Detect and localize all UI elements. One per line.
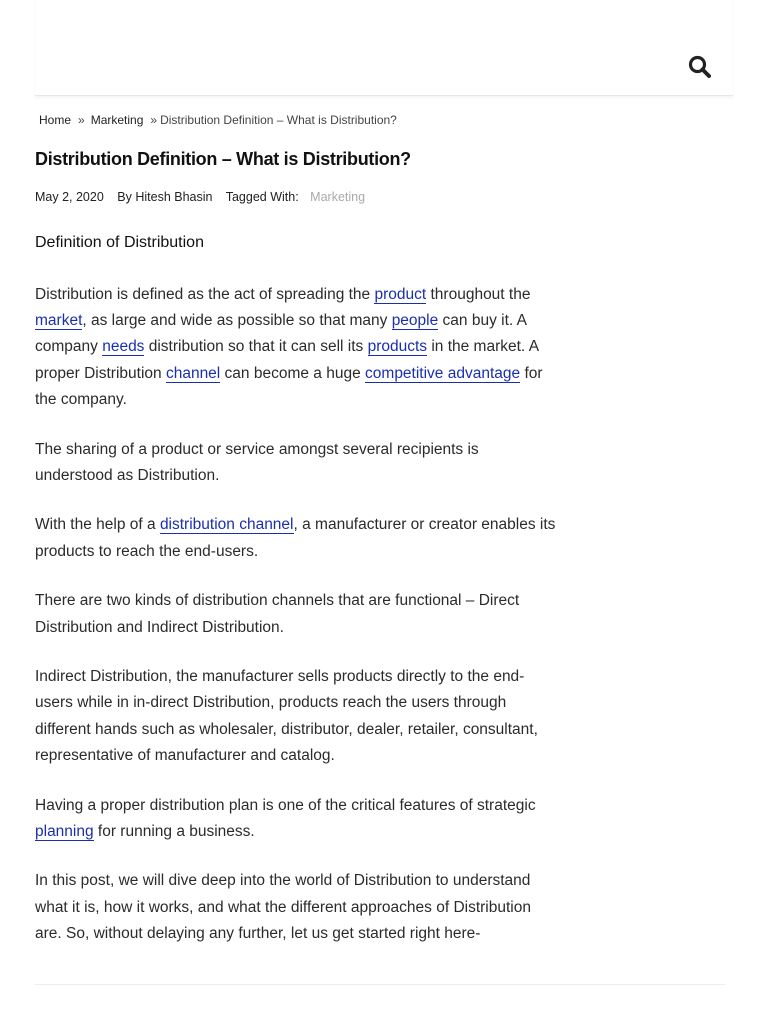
link-planning[interactable]: planning xyxy=(35,822,94,840)
breadcrumb xyxy=(39,113,397,127)
breadcrumb-home-link[interactable]: Home xyxy=(39,113,72,127)
paragraph-text: , a manufacturer or creator enables its products to reach the end-users. xyxy=(35,516,556,560)
post-meta xyxy=(35,190,365,204)
paragraph-text: can buy it. A company xyxy=(35,312,527,356)
breadcrumb-current: Distribution Definition – What is Distribution? xyxy=(160,113,397,127)
paragraph-text: can become a huge xyxy=(220,364,366,382)
paragraph-text: for the company. xyxy=(35,364,543,408)
paragraph-text: in the market. A proper Distribution xyxy=(35,338,539,382)
page-title: Distribution Definition – What is Distribution? xyxy=(35,149,411,169)
link-people[interactable]: people xyxy=(391,312,439,330)
paragraph-text: throughout the xyxy=(426,286,531,303)
link-product[interactable]: product xyxy=(374,286,427,303)
breadcrumb-separator: » xyxy=(150,113,158,127)
paragraph-text: With the help of a xyxy=(35,516,160,534)
section-heading: Definition of Distribution xyxy=(35,234,204,251)
article-body xyxy=(35,282,560,971)
breadcrumb-category-link[interactable]: Marketing xyxy=(90,113,144,127)
search-icon[interactable] xyxy=(687,54,713,80)
paragraph xyxy=(35,512,560,564)
post-date: May 2, 2020 xyxy=(35,190,104,204)
paragraph: Indirect Distribution, the manufacturer sells products directly to the end-users while in in-direct Distribution, products reach the users through different hands such as wholesaler, distributor, dealer, retailer, consultant, representative of manufacturer and catalog. xyxy=(35,668,538,764)
paragraph-text: Having a proper distribution plan is one of the critical features of strategic xyxy=(35,796,536,814)
link-competitive-advantage[interactable]: competitive advantage xyxy=(365,364,521,382)
breadcrumb-separator: » xyxy=(78,113,85,127)
link-distribution-channel[interactable]: distribution channel xyxy=(159,516,294,534)
post-author[interactable]: By Hitesh Bhasin xyxy=(117,190,213,204)
site-header xyxy=(35,0,733,96)
link-market[interactable]: market xyxy=(35,312,83,330)
paragraph: There are two kinds of distribution channels that are functional – Direct Distribution and Indirect Distribution. xyxy=(35,592,520,636)
paragraph-text: for running a business. xyxy=(93,822,255,840)
paragraph-text: distribution so that it can sell its xyxy=(144,338,368,356)
tagged-label: Tagged With: xyxy=(225,190,299,204)
content-divider xyxy=(35,984,725,985)
paragraph xyxy=(35,282,560,413)
link-needs[interactable]: needs xyxy=(102,338,145,356)
paragraph xyxy=(35,793,560,845)
link-products[interactable]: products xyxy=(367,338,428,356)
paragraph-text: , as large and wide as possible so that many xyxy=(82,312,392,330)
paragraph: The sharing of a product or service amongst several recipients is understood as Distribution. xyxy=(35,440,479,484)
paragraph: In this post, we will dive deep into the world of Distribution to understand what it is, how it works, and what the different approaches of Distribution are. So, without delaying any further, let us get started right here- xyxy=(35,872,531,942)
tag-link-marketing[interactable]: Marketing xyxy=(310,190,366,204)
paragraph-text: Distribution is defined as the act of spreading the xyxy=(35,286,375,303)
link-channel[interactable]: channel xyxy=(165,364,221,382)
